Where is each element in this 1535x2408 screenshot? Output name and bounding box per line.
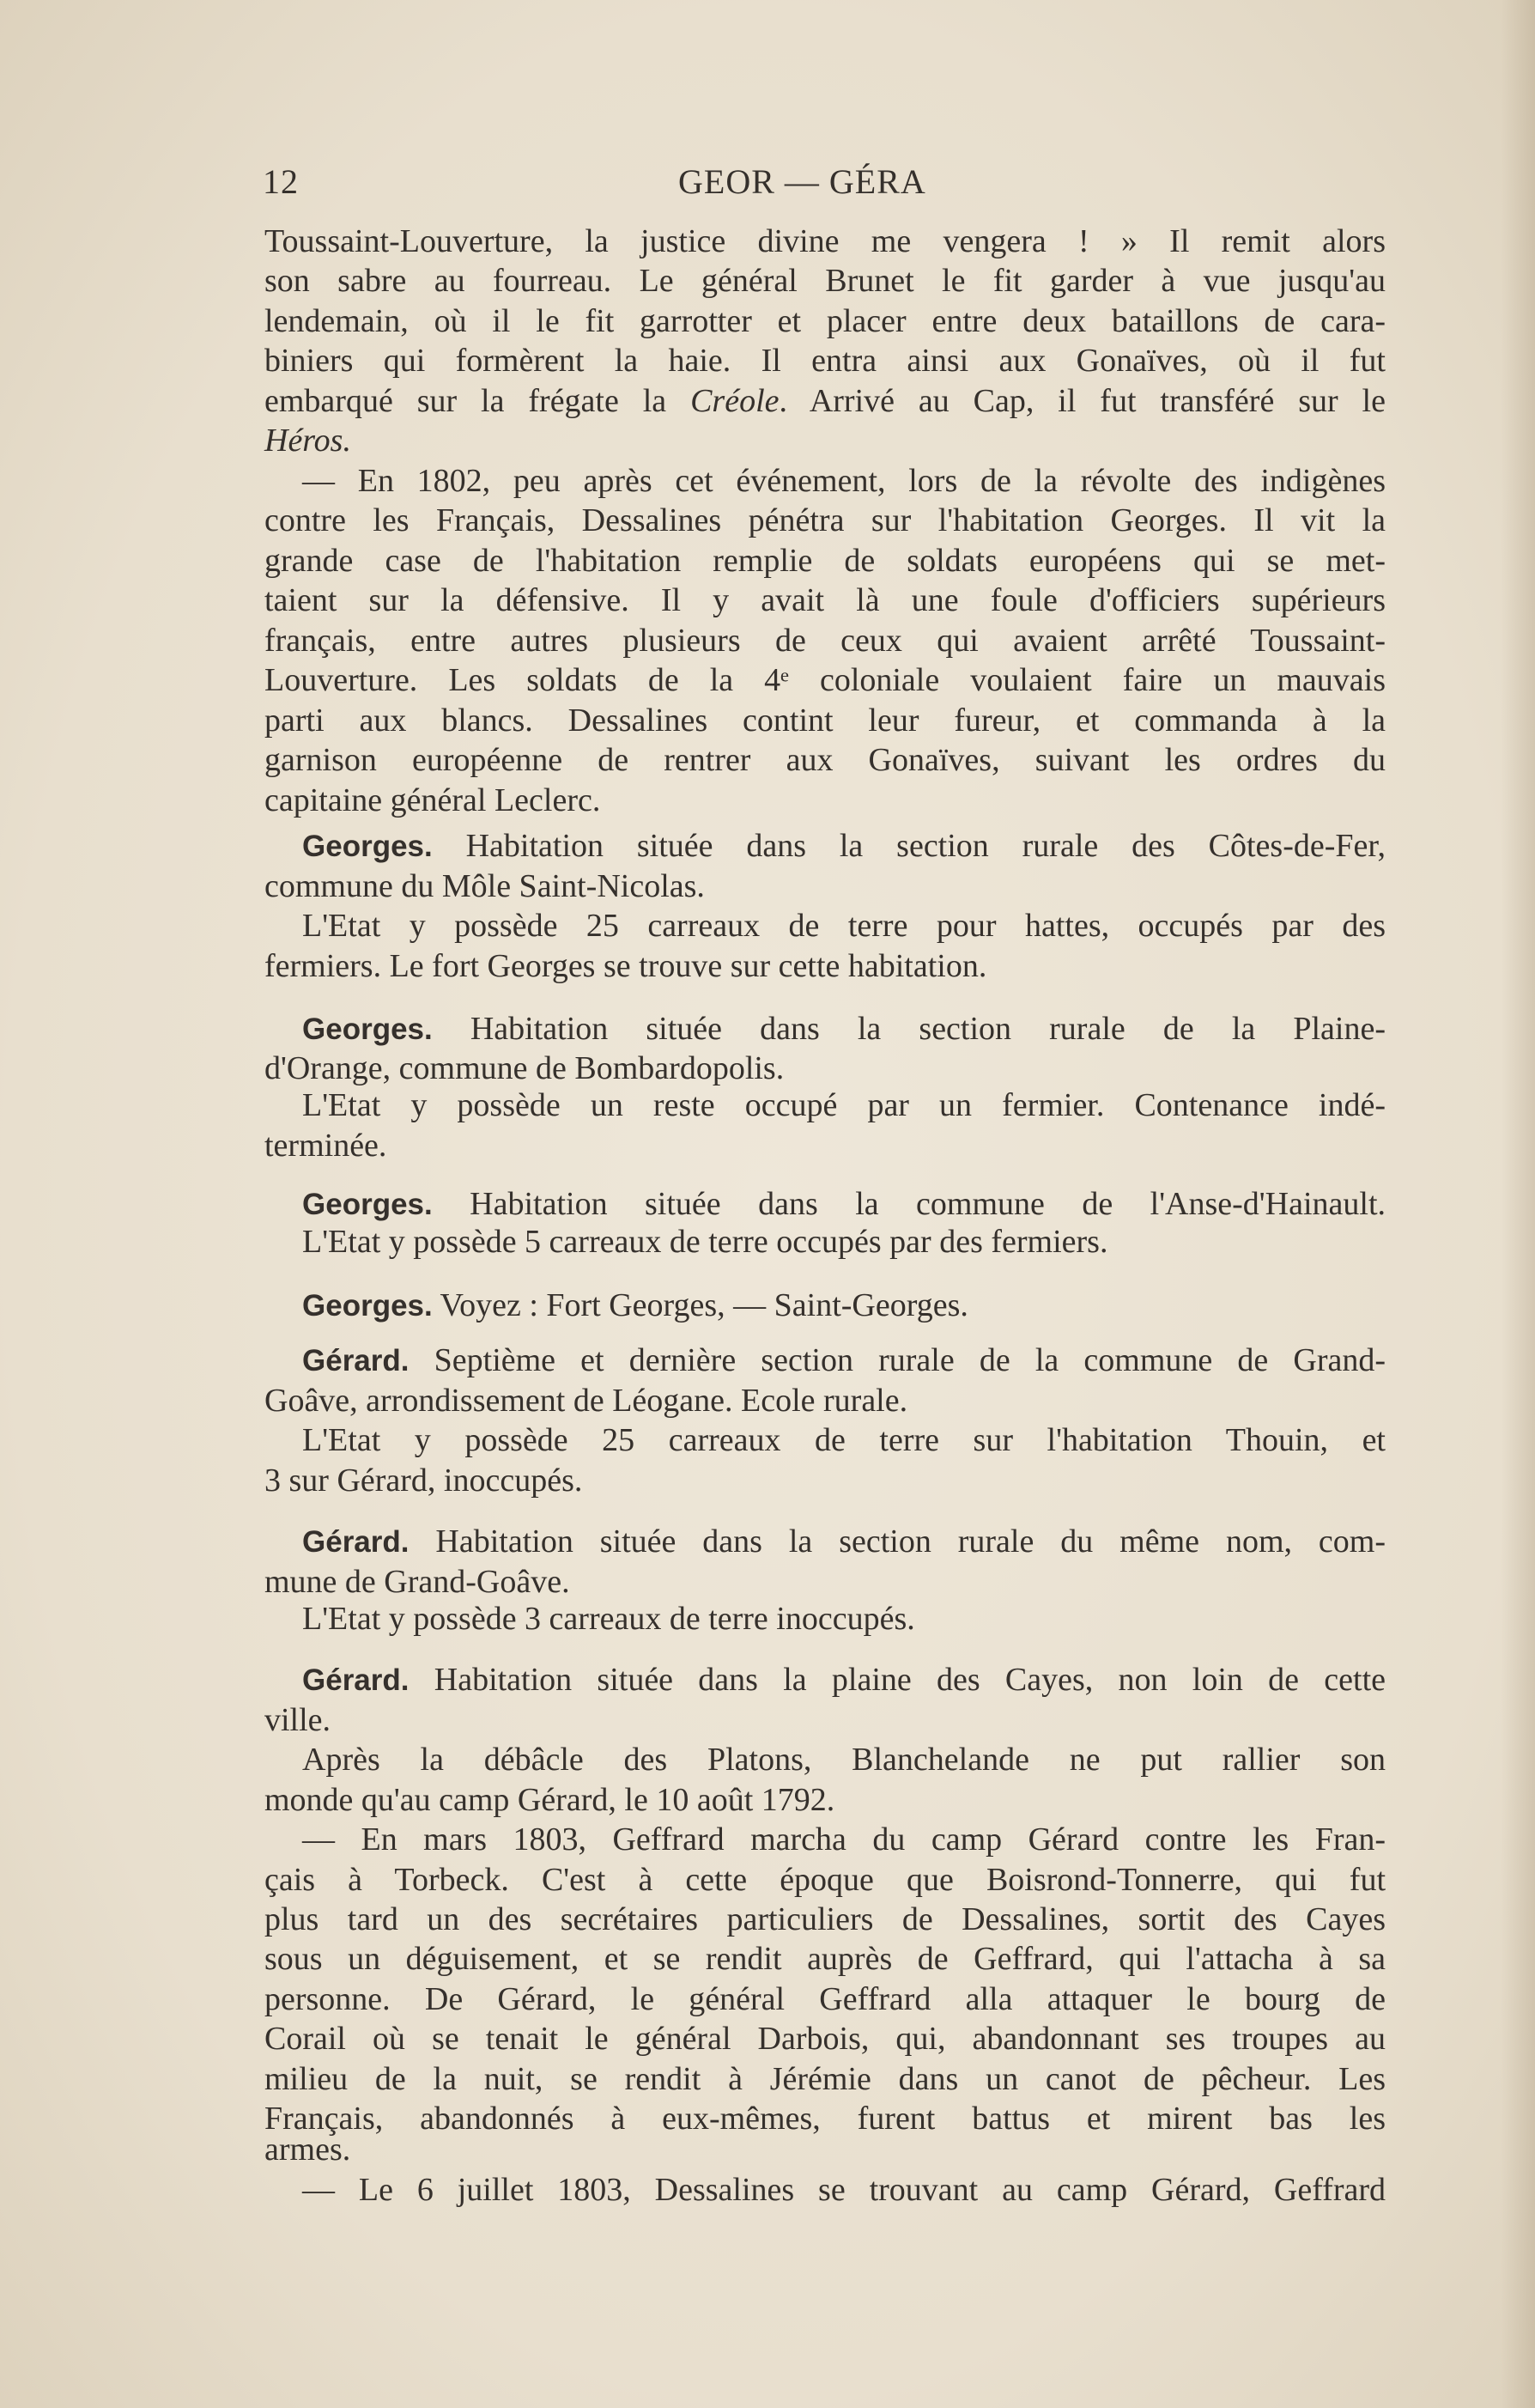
line-text: 3 sur Gérard, inoccupés. — [264, 1462, 583, 1499]
text-line — [264, 2019, 1386, 2058]
line-text: embarqué sur la frégate la — [264, 382, 691, 419]
line-text: commune du Môle Saint-Nicolas. — [264, 867, 705, 904]
line-text: Habitation située dans la section rurale de la Plaine- — [432, 1010, 1386, 1047]
text-line — [264, 222, 1386, 261]
text-line — [302, 461, 1386, 501]
text-line — [264, 1939, 1386, 1979]
text-line — [302, 1286, 1386, 1325]
page-edge-shadow — [1501, 0, 1535, 2408]
line-text: çais à Torbeck. C'est à cette époque que Boisrond-Tonnerre, qui fut — [264, 1861, 1386, 1898]
line-text: monde qu'au camp Gérard, le 10 août 1792. — [264, 1781, 835, 1818]
text-line — [264, 1049, 1386, 1088]
line-text: mune de Grand-Goâve. — [264, 1563, 570, 1600]
text-line — [302, 906, 1386, 946]
entry-headword: Gérard. — [302, 1663, 410, 1698]
line-text: Habitation située dans la section rurale des Côtes-de-Fer, — [432, 828, 1386, 865]
text-line — [302, 1420, 1386, 1460]
line-text: taient sur la défensive. Il y avait là une foule d'officiers supérieurs — [264, 582, 1386, 619]
line-text: Après la débâcle des Platons, Blanchelande ne put rallier son — [302, 1742, 1386, 1779]
line-text: personne. De Gérard, le général Geffrard alla attaquer le bourg de — [264, 1980, 1386, 2017]
text-line — [264, 946, 1386, 986]
line-text: Habitation située dans la section rurale du même nom, com- — [409, 1523, 1386, 1560]
line-text: — En mars 1803, Geffrard marcha du camp Gérard contre les Fran- — [302, 1821, 1386, 1858]
line-text: L'Etat y possède 25 carreaux de terre pour hattes, occupés par des — [302, 908, 1386, 945]
entry-headword: Georges. — [302, 830, 433, 864]
line-text: Voyez : Fort Georges, — Saint-Georges. — [432, 1286, 968, 1323]
text-line — [264, 1780, 1386, 1820]
line-text: garnison européenne de rentrer aux Gonaïves, suivant les ordres du — [264, 742, 1386, 779]
text-line — [264, 1126, 1386, 1165]
text-line — [264, 1562, 1386, 1602]
line-text: — En 1802, peu après cet événement, lors de la révolte des indigènes — [302, 462, 1386, 499]
text-line — [302, 1522, 1386, 1561]
page-number: 12 — [263, 162, 299, 201]
line-text: L'Etat y possède un reste occupé par un fermier. Contenance indé- — [302, 1087, 1386, 1124]
text-line — [302, 1009, 1386, 1049]
text-line — [264, 1860, 1386, 1900]
text-line — [264, 867, 1386, 906]
line-text: Corail où se tenait le général Darbois, qui, abandonnant ses troupes au — [264, 2021, 1386, 2058]
text-line — [264, 740, 1386, 780]
entry-headword: Georges. — [302, 1288, 433, 1323]
line-text: ville. — [264, 1701, 331, 1738]
line-text: lendemain, où il le fit garrotter et placer entre deux bataillons de cara- — [264, 302, 1386, 339]
line-text: Habitation située dans la plaine des Cayes, non loin de cette — [409, 1662, 1386, 1699]
line-text: L'Etat y possède 5 carreaux de terre occupés par des fermiers. — [302, 1224, 1108, 1261]
text-line — [264, 261, 1386, 301]
text-line — [264, 1381, 1386, 1420]
line-text: Septième et dernière section rurale de la commune de Grand- — [409, 1342, 1386, 1379]
line-text: son sabre au fourreau. Le général Brunet le fit garder à vue jusqu'au — [264, 263, 1386, 300]
text-line — [264, 421, 1386, 460]
line-text: capitaine général Leclerc. — [264, 781, 601, 818]
text-line — [264, 341, 1386, 380]
entry-headword: Gérard. — [302, 1525, 410, 1560]
italic-text: Héros. — [264, 423, 351, 459]
line-text: milieu de la nuit, se rendit à Jérémie dans un canot de pêcheur. Les — [264, 2060, 1386, 2097]
text-line — [302, 1660, 1386, 1700]
text-line — [302, 826, 1386, 866]
text-line — [264, 381, 1386, 421]
line-text: Toussaint-Louverture, la justice divine me vengera ! » Il remit alors — [264, 222, 1386, 259]
text-line — [264, 2059, 1386, 2099]
text-line — [264, 660, 1386, 700]
text-line — [264, 301, 1386, 341]
text-line — [264, 1461, 1386, 1500]
running-title: GEOR — GÉRA — [678, 162, 926, 201]
text-line — [264, 1979, 1386, 2019]
text-line — [302, 1085, 1386, 1125]
text-line — [264, 1700, 1386, 1740]
text-line — [302, 1740, 1386, 1779]
text-line — [264, 701, 1386, 740]
text-line — [264, 621, 1386, 660]
text-line — [264, 781, 1386, 820]
text-line — [264, 581, 1386, 620]
line-text: contre les Français, Dessalines pénétra sur l'habitation Georges. Il vit la — [264, 502, 1386, 539]
line-text: — Le 6 juillet 1803, Dessalines se trouvant au camp Gérard, Geffrard — [302, 2171, 1386, 2208]
text-line — [264, 2130, 1386, 2169]
line-text: Goâve, arrondissement de Léogane. Ecole rurale. — [264, 1382, 908, 1419]
entry-headword: Georges. — [302, 1187, 433, 1221]
line-text: L'Etat y possède 3 carreaux de terre inoccupés. — [302, 1600, 915, 1637]
line-text: parti aux blancs. Dessalines contint leur fureur, et commanda à la — [264, 702, 1386, 739]
line-text: grande case de l'habitation remplie de soldats européens qui se met- — [264, 542, 1386, 579]
line-text: terminée. — [264, 1127, 387, 1164]
line-text: L'Etat y possède 25 carreaux de terre sur l'habitation Thouin, et — [302, 1422, 1386, 1459]
line-text: fermiers. Le fort Georges se trouve sur cette habitation. — [264, 947, 987, 984]
text-line — [302, 1341, 1386, 1380]
text-line — [302, 1820, 1386, 1859]
line-text: armes. — [264, 2131, 351, 2168]
text-line — [264, 541, 1386, 581]
entry-headword: Gérard. — [302, 1344, 410, 1378]
line-text: plus tard un des secrétaires particuliers de Dessalines, sortit des Cayes — [264, 1901, 1386, 1937]
text-line — [302, 1599, 1386, 1639]
text-line — [264, 501, 1386, 540]
line-text: d'Orange, commune de Bombardopolis. — [264, 1050, 785, 1087]
line-text: Louverture. Les soldats de la 4ᵉ coloniale voulaient faire un mauvais — [264, 662, 1386, 699]
text-line — [302, 2170, 1386, 2210]
line-text: Habitation située dans la commune de l'Anse-d'Hainault. — [432, 1185, 1386, 1222]
line-text: Français, abandonnés à eux-mêmes, furent battus et mirent bas les — [264, 2101, 1386, 2137]
line-text: biniers qui formèrent la haie. Il entra ainsi aux Gonaïves, où il fut — [264, 343, 1386, 380]
line-text: sous un déguisement, et se rendit auprès de Geffrard, qui l'attacha à sa — [264, 1941, 1386, 1978]
text-line — [264, 1900, 1386, 1939]
line-text: . Arrivé au Cap, il fut transféré sur le — [779, 382, 1386, 419]
italic-text: Créole — [690, 382, 780, 419]
text-line — [302, 1222, 1386, 1262]
entry-headword: Georges. — [302, 1012, 433, 1046]
text-line — [302, 1184, 1386, 1224]
line-text: français, entre autres plusieurs de ceux qui avaient arrêté Toussaint- — [264, 622, 1386, 659]
